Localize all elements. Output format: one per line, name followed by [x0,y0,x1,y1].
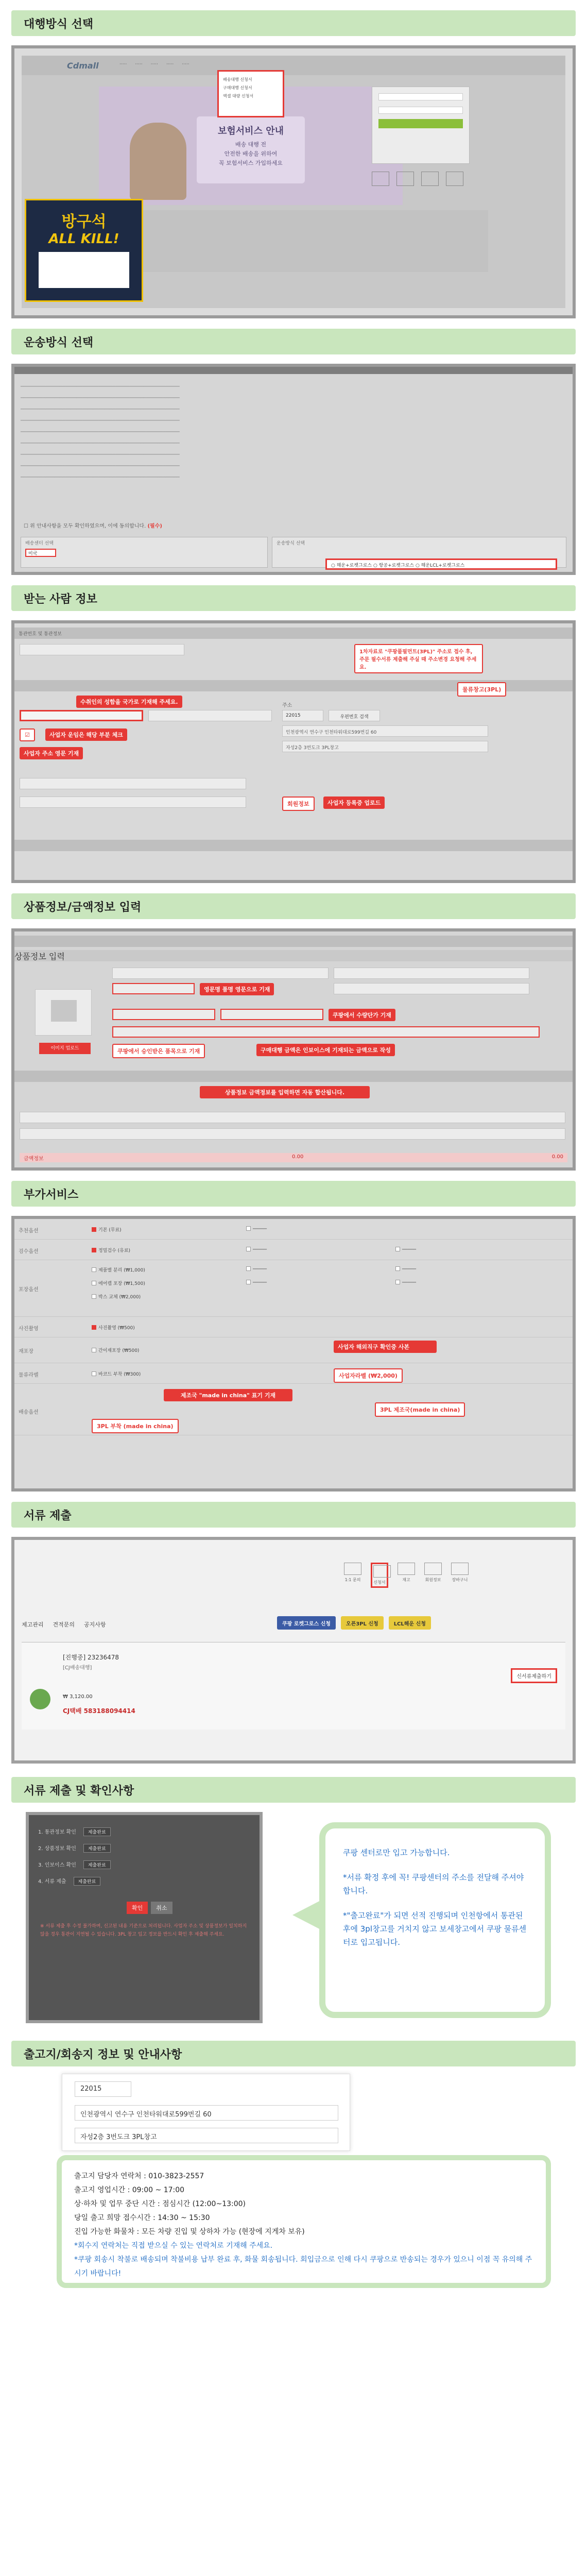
checklist-pill[interactable]: 제출완료 [83,1860,111,1869]
section-footer-bar [14,840,573,851]
amount-bar [14,1071,573,1082]
screenshot-addon-services [11,1216,576,1492]
customs-bar: 통관번호 및 통관정보 [14,628,573,639]
hero-card [197,116,305,183]
section-banner-documents: 서류 제출 [11,1502,576,1528]
shipping-radio-options[interactable]: ○ 해운+로켓그로스 ○ 항공+로켓그로스 ○ 해운LCL+로켓그로스 [325,558,557,570]
option-3pl-attach[interactable]: 3PL 부착 (made in china) [92,1419,179,1433]
checklist-row [38,1860,111,1869]
submit-warning: ※ 서류 제출 후 수정 불가하며, 신고된 내용 기준으로 처리됩니다. 사업자 주소 및 상품정보가 일치하지 않을 경우 통관이 지연될 수 있습니다. 3PL 창고 입고 정보를 반드시 확인 후 제출해 주세요. [40,1924,247,1937]
checklist-label: 2. 상품정보 확인 [38,1846,76,1852]
warehouse-area [0,2074,587,2290]
top-menu [344,1563,469,1588]
member-info-button[interactable]: 회원정보 [282,796,315,811]
menu-item-application[interactable] [371,1563,388,1588]
warehouse-address-card [62,2074,350,2151]
agree-text: 위 안내사항을 모두 확인하였으며, 이에 동의합니다. [30,523,146,529]
menu-item[interactable] [424,1563,442,1588]
addon-option[interactable]: 기본 (무료) [92,1226,122,1233]
application-dropdown [217,70,284,117]
amount-total-bar [20,1153,567,1162]
guide-page [0,10,587,2290]
callout-line: *서류 확정 후에 꼭! 쿠팡센터의 주소를 전달해 주셔야 합니다. [343,1873,524,1895]
popup-subtitle: ALL KILL! [48,231,119,247]
info-line: 출고지 영업시간 : 09:00 ~ 17:00 [74,2186,185,2194]
product-name-en-input[interactable] [112,983,195,994]
rocket-growth-button[interactable]: 쿠팡 로켓그로스 신청 [277,1616,336,1630]
center-radio-usa[interactable]: 미국 [25,549,56,557]
coupang-callout [319,1822,551,2018]
screenshot-shipping-select [11,364,576,575]
page-footer [99,210,488,272]
addon-row [14,1337,573,1363]
info-line: 진입 가능한 화물차 : 모든 차량 진입 및 상하차 가능 (현장에 지게차 보유) [74,2228,305,2236]
lcl-button[interactable]: LCL해운 신청 [389,1616,431,1630]
order-card [22,1642,565,1730]
hero-title: 보험서비스 안내 [218,126,284,137]
screenshot-product-info [11,928,576,1171]
addon-option[interactable]: 박스 교체 (₩2,000) [92,1293,141,1300]
addon-row-label: 물류라벨 [19,1372,39,1378]
addon-option[interactable]: 에어캡 포장 (₩1,500) [92,1280,145,1286]
addon-row-label: 추천옵션 [19,1228,39,1234]
checklist-pill[interactable]: 제출완료 [83,1844,111,1853]
amount-label: 금액정보 [24,1156,44,1162]
checklist-row [38,1844,111,1853]
addon-row [14,1219,573,1240]
address-line1[interactable]: 인천광역시 연수구 인천타워대로599번길 60 [282,725,488,737]
customs-field[interactable] [20,644,184,655]
addon-option[interactable]: 제품별 분리 (₩1,000) [92,1266,145,1273]
addon-option[interactable]: 정밀검수 (유료) [92,1247,130,1253]
submit-check-area [0,1812,587,2033]
cancel-button[interactable]: 취소 [151,1902,172,1914]
addon-option[interactable]: 사진촬영 (₩500) [92,1324,135,1331]
tag-approved-item: 쿠팡에서 승인받은 품목으로 기재 [112,1044,205,1058]
business-checkbox[interactable]: ☑ [20,728,35,741]
center-select-label: 배송센터 선택 [25,541,54,546]
screenshot-recipient-info [11,620,576,883]
login-id-input[interactable] [378,93,463,100]
quantity-input[interactable] [112,1009,215,1020]
warehouse-zip: 22015 [75,2081,131,2097]
address-line2[interactable]: 자성2층 3번도크 3PL창고 [282,741,488,752]
checklist-label: 4. 서류 제출 [38,1879,66,1885]
quick-icon[interactable] [372,172,389,186]
popup-list [39,252,129,288]
amount-field [20,1112,565,1123]
tag-product-name: 영문명 품명 영문으로 기재 [200,983,274,995]
addon-option[interactable]: 간이재포장 (₩500) [92,1347,139,1353]
phone-input[interactable] [20,778,246,789]
shipping-select-label: 운송방식 선택 [277,541,305,546]
promo-popup[interactable] [25,199,143,302]
checklist-pill[interactable]: 제출완료 [83,1827,111,1836]
menu-item[interactable] [344,1563,361,1588]
addon-option[interactable]: ───── [246,1266,267,1272]
section-banner-agency: 대행방식 선택 [11,10,576,36]
recipient-name-input[interactable] [20,710,143,721]
addon-option[interactable]: 바코드 부착 (₩300) [92,1370,141,1377]
tag-business: 사업자 운임은 해당 부분 체크 [45,728,127,741]
option-3pl-origin[interactable]: 3PL 제조국(made in china) [375,1402,465,1417]
addon-option[interactable]: ───── [246,1226,267,1232]
order-number[interactable]: [진행중] 23236478 [63,1654,119,1661]
section-banner-submit-check: 서류 제출 및 확인사항 [11,1777,576,1803]
tab-notice[interactable]: 공지사항 [84,1621,106,1628]
tag-made-in-china: 제조국 "made in china" 표기 기재 [164,1389,292,1401]
tab-inventory[interactable]: 제고관리 [22,1621,44,1628]
addon-row-label: 사진촬영 [19,1326,39,1332]
addon-row [14,1363,573,1384]
image-upload-button[interactable]: 이미지 업로드 [39,1043,91,1054]
checklist-pill[interactable]: 제출완료 [74,1877,101,1886]
login-button[interactable] [378,119,463,128]
menu-item-label: 신청서 [373,1580,386,1585]
addon-option[interactable]: ───── [246,1247,267,1252]
center-select-box [21,537,268,568]
page-tabs [22,1620,106,1629]
addon-row-label: 검수옵션 [19,1249,39,1255]
addon-option[interactable]: ───── [395,1280,416,1285]
submit-documents-button[interactable]: 신서류제출하기 [511,1668,557,1683]
warehouse-3pl-button[interactable]: 물류창고(3PL) [457,682,506,697]
section-banner-shipping: 운송방식 선택 [11,329,576,354]
recipient-name-en-input[interactable] [148,710,272,721]
nav-item[interactable]: ····· [150,62,158,67]
checklist-row [38,1827,111,1836]
nav-item[interactable]: ····· [166,62,174,67]
order-status-icon [30,1689,50,1709]
quick-icons [372,172,463,186]
section-banner-warehouse: 출고지/회송지 정보 및 안내사항 [11,2041,576,2066]
screenshot-agency-select [11,45,576,318]
login-panel [372,87,470,164]
tag-business-proof: 사업자 해외직구 확인증 사본 [334,1341,437,1353]
amount-field [20,1128,565,1140]
nav-item[interactable]: ····· [182,62,189,67]
addon-option[interactable]: ───── [395,1266,416,1272]
section-banner-recipient: 받는 사람 정보 [11,585,576,611]
checklist-label: 1. 통관정보 확인 [38,1829,76,1835]
agree-required: (필수) [147,523,162,529]
addon-row [14,1317,573,1337]
site-nav [119,62,189,67]
tracking-number[interactable]: CJ택배 583188094414 [63,1707,135,1715]
section-banner-addon: 부가서비스 [11,1181,576,1207]
agree-checkbox[interactable]: ☐ 위 안내사항을 모두 확인하였으며, 이에 동의합니다. (필수) [24,523,162,529]
nav-item[interactable]: ····· [135,62,143,67]
addon-row [14,1260,573,1317]
site-topbar [22,56,565,75]
warehouse-address2: 자성2층 3번도크 3PL창고 [75,2128,338,2143]
menu-item-label: 장바구니 [452,1578,468,1582]
product-image-placeholder [35,989,92,1036]
warehouse-info-box [57,2155,551,2288]
hero-line: 안전한 배송을 위하여 [224,150,278,157]
product-field[interactable] [334,968,529,979]
confirm-button[interactable]: 확인 [127,1902,148,1914]
hero-line: 꼭 보험서비스 가입하세요 [219,160,283,166]
notice-text: ───────────────────────────────────────────────────────── ───────────────────────────────────────────────────────── ───────────────────────────────────────────────────────── ───────────────────────────────────────────────────────── ───────────────────────────────────────────────────────── ───────────────────────────────────────────────────────── ───────────────────────────────────────────────────────── ───────────────────────────────────────────────────────── ───────────────────────────────────────────────────────── [21,384,180,480]
info-note: *회수지 연락처는 직접 받으실 수 있는 연락처로 기재해 주세요. [74,2242,273,2250]
addon-row [14,1384,573,1435]
checklist-row [38,1877,100,1886]
dropdown-item[interactable]: 배송대행 신청서 [223,77,252,82]
tag-english: 사업자 주소 영문 기재 [20,747,83,759]
zip-input[interactable]: 22015 [282,710,323,721]
tag-quantity: 쿠팡에서 수량단가 기재 [329,1009,395,1021]
dropdown-item[interactable]: 구매대행 신청서 [223,86,252,90]
quick-icon[interactable] [421,172,439,186]
unit-price-input[interactable] [220,1009,323,1020]
amount-total: 0.00 [551,1154,563,1160]
warehouse-address1: 인천광역시 연수구 인천타워대로599번길 60 [75,2105,338,2121]
quick-icon[interactable] [446,172,463,186]
nav-item[interactable]: ····· [119,62,127,67]
menu-item-label: 재고 [402,1578,410,1582]
approved-item-input[interactable] [112,1026,540,1038]
popup-title: 방구석 [61,213,107,231]
menu-item[interactable] [451,1563,469,1588]
dialog-actions [127,1902,172,1914]
site-logo: Cdmall [67,61,99,71]
open-3pl-button[interactable]: 오픈3PL 신청 [341,1616,384,1630]
info-line: 출고지 담당자 연락처 : 010-3823-2557 [74,2172,204,2180]
addon-row-label: 배송옵션 [19,1410,39,1415]
product-field[interactable] [334,983,529,994]
hero-line: 배송 대행 전 [235,141,267,148]
menu-item[interactable] [398,1563,415,1588]
addon-option[interactable]: ───── [395,1247,416,1252]
info-note: *쿠팡 회송시 착불로 배송되며 착불비용 납부 완료 후, 화물 회송됩니다. 회입금으로 인해 다시 쿠팡으로 반송되는 경우가 있으니 이점 꼭 유의해 주시기 바랍니다! [74,2256,532,2278]
zip-label: 주소 [282,703,292,708]
tag-recipient-name: 수취인의 성함을 국가로 기재해 주세요. [76,696,182,708]
addon-row [14,1240,573,1260]
business-label-option[interactable]: 사업자라벨 (₩2,000) [334,1368,403,1383]
callout-tail [292,1900,322,1930]
dropdown-item[interactable]: 엑셀 대량 신청서 [223,94,254,98]
browser-view [22,56,565,308]
info-line: 상·하차 및 업무 중단 시간 : 점심시간 (12:00~13:00) [74,2200,246,2208]
menu-item-label: 1:1 문의 [344,1578,361,1582]
menu-item-label: 회원정보 [425,1578,441,1582]
quick-icon[interactable] [396,172,414,186]
tag-business-upload: 사업자 등록증 업로드 [323,796,385,809]
screenshot-submit-dialog [26,1812,263,2023]
order-sub: [CJ배송대행] [63,1665,92,1671]
section-banner-product: 상품정보/금액정보 입력 [11,893,576,919]
product-bar [14,936,573,947]
addon-row-label: 재포장 [19,1349,33,1354]
product-field[interactable] [112,968,329,979]
email-input[interactable] [20,796,246,808]
callout-line: 쿠팡 센터로만 입고 가능합니다. [343,1848,450,1857]
product-subbar: 상품정보 입력 [14,950,573,961]
login-password-input[interactable] [378,107,463,114]
addon-option[interactable]: ───── [246,1280,267,1285]
callout-line: *"출고완료"가 되면 선적 진행되며 인천항에서 통관된 후에 3pl창고를 거치지 않고 보세창고에서 쿠팡 물류센터로 입고됩니다. [343,1911,527,1947]
hero-person-image [130,123,186,200]
zip-search-button[interactable]: 우편번호 검색 [329,710,380,721]
request-buttons [277,1616,431,1630]
tag-auto-sum: 상품정보 금액정보를 입력하면 자동 합산됩니다. [200,1086,370,1098]
tag-3pl-guide: 1차자료로 "쿠팡풀필먼트(3PL)" 주소로 접수 후, 주문 필수서류 제출해 주실 때 주소변경 요청해 주세요. [354,644,483,673]
tab-quote[interactable]: 견적문의 [53,1621,75,1628]
screenshot-document-submit [11,1537,576,1764]
info-line: 당일 출고 희망 접수시간 : 14:30 ~ 15:30 [74,2214,210,2222]
addon-row-label: 포장옵션 [19,1287,39,1293]
checklist-label: 3. 인보이스 확인 [38,1862,76,1868]
order-price: ₩ 3,120.00 [63,1694,93,1700]
panel-titlebar [14,367,573,374]
tag-invoice-amount: 구매대행 금액은 인보이스에 기재되는 금액으로 작성 [256,1044,395,1056]
amount-sub: 0.00 [292,1154,304,1160]
